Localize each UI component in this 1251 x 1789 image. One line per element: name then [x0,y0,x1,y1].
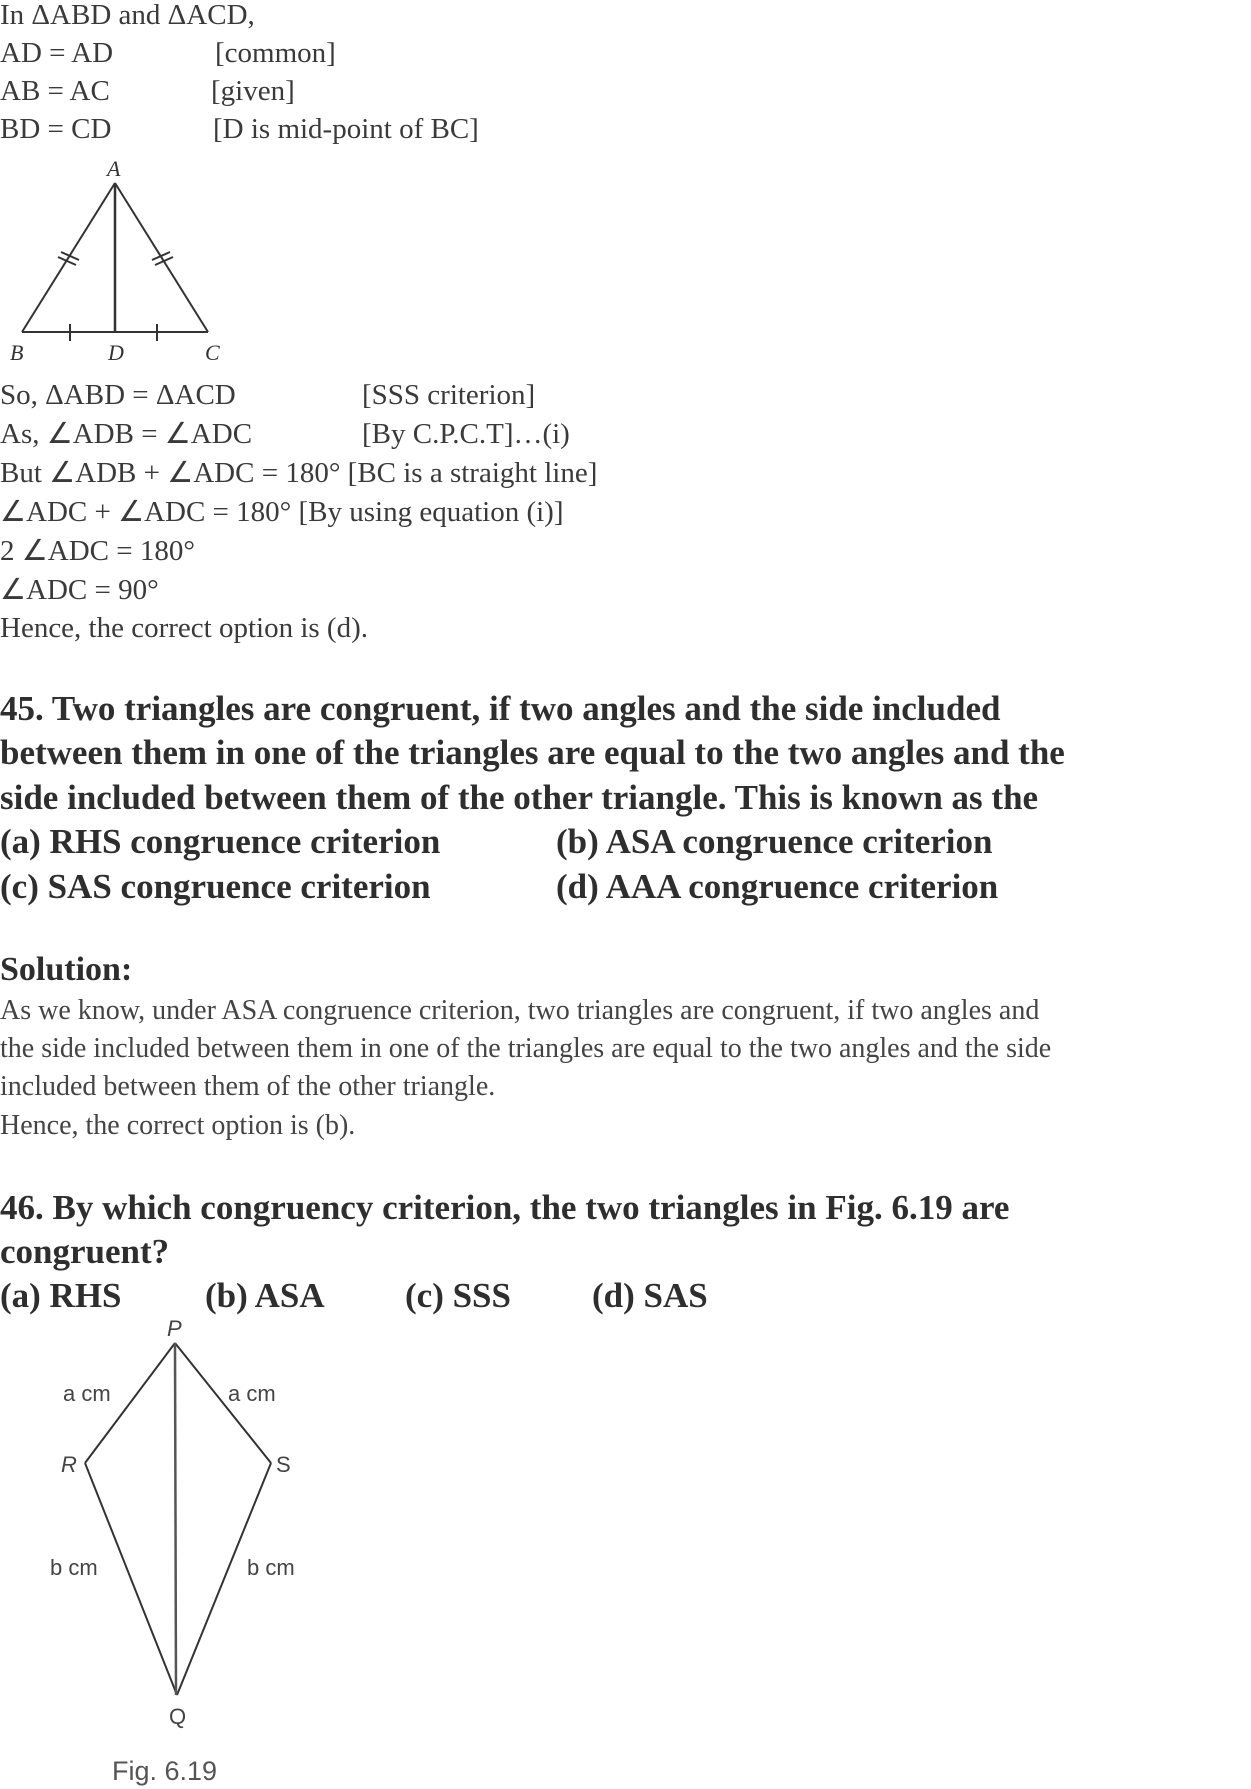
step-eq: So, ΔABD = ΔACD [0,379,236,411]
question-46-option-a: (a) RHS [0,1276,122,1315]
vertex-label-q: Q [169,1704,187,1729]
vertex-label-a: A [107,156,121,181]
vertex-label-d: D [108,340,124,365]
vertex-label-s: S [276,1452,291,1477]
diagonal-pq [175,1343,176,1695]
question-46-option-b: (b) ASA [205,1276,325,1315]
solution-line: included between them of the other triangle. [0,1071,496,1102]
statement-eq: AD = AD [0,37,114,69]
question-46-text: 46. By which congruency criterion, the two triangles in Fig. 6.19 are [0,1188,1010,1227]
statement-eq: BD = CD [0,113,112,145]
question-45-option-b: (b) ASA congruence criterion [556,822,993,861]
proof-intro: In ΔABD and ΔACD, [0,0,255,31]
proof-line: But ∠ADB + ∠ADC = 180° [BC is a straight line] [0,457,598,489]
proof-conclusion: Hence, the correct option is (d). [0,612,368,644]
vertex-label-b: B [10,340,24,365]
step-reason: [SSS criterion] [362,379,536,411]
question-46-text: congruent? [0,1232,170,1271]
solution-heading: Solution: [0,951,133,988]
step-reason: [By C.P.C.T]…(i) [362,418,570,450]
kite-figure-6-19 [0,0,400,1789]
solution-line: As we know, under ASA congruence criterion, two triangles are congruent, if two angles and [0,995,1040,1026]
side-label-rq: b cm [50,1555,98,1580]
question-45-option-d: (d) AAA congruence criterion [556,867,999,906]
solution-line: the side included between them in one of the triangles are equal to the two angles and the side [0,1033,1052,1064]
question-45-option-c: (c) SAS congruence criterion [0,867,431,906]
proof-line: ∠ADC = 90° [0,574,159,606]
vertex-label-p: P [167,1316,182,1341]
question-45-text: between them in one of the triangles are equal to the two angles and the [0,733,1065,772]
proof-line: ∠ADC + ∠ADC = 180° [By using equation (i)] [0,496,564,528]
side-label-pr: a cm [63,1381,111,1406]
question-45-option-a: (a) RHS congruence criterion [0,822,441,861]
solution-conclusion: Hence, the correct option is (b). [0,1110,356,1141]
vertex-label-c: C [205,340,220,365]
side-label-ps: a cm [228,1381,276,1406]
figure-caption: Fig. 6.19 [112,1756,218,1786]
side-rq [85,1463,177,1695]
question-45-text: 45. Two triangles are congruent, if two angles and the side included [0,689,1001,728]
step-eq: As, ∠ADB = ∠ADC [0,418,253,450]
statement-eq: AB = AC [0,75,110,107]
vertex-label-r: R [61,1452,77,1477]
proof-line: 2 ∠ADC = 180° [0,535,195,567]
statement-reason: [given] [211,75,295,107]
statement-reason: [D is mid-point of BC] [213,113,479,145]
question-46-option-c: (c) SSS [405,1276,511,1315]
question-45-text: side included between them of the other triangle. This is known as the [0,778,1039,817]
question-46-option-d: (d) SAS [592,1276,708,1315]
statement-reason: [common] [215,37,336,69]
side-label-sq: b cm [247,1555,295,1580]
